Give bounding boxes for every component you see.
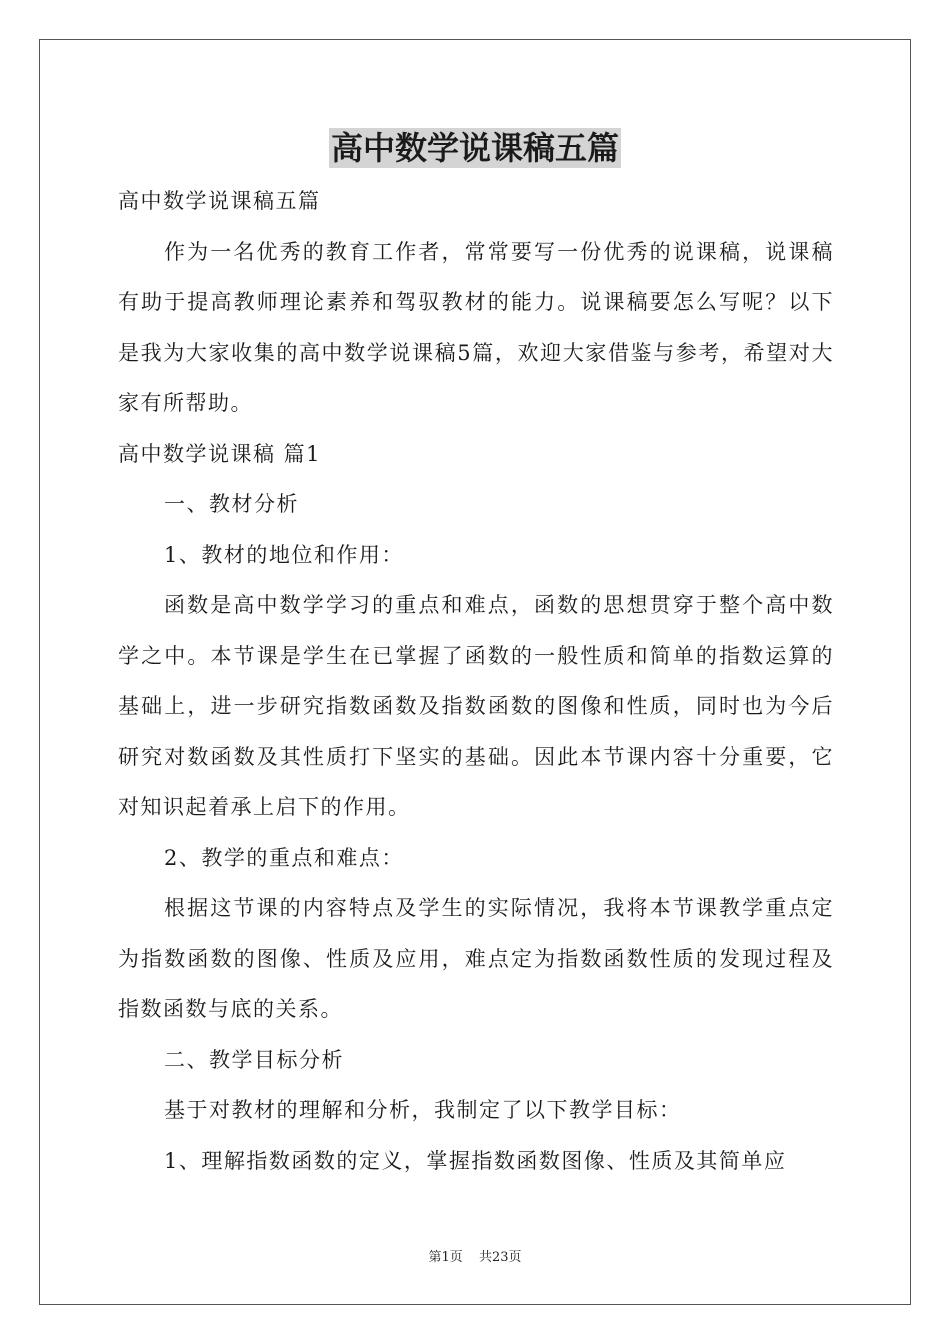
document-title-wrapper (0, 128, 950, 168)
paragraph: 函数是高中数学学习的重点和难点，函数的思想贯穿于整个高中数学之中。本节课是学生在已掌握了函数的一般性质和简单的指数运算的基础上，进一步研究指数函数及指数函数的图像和性质，同时也为今后研究对数函数及其性质打下坚实的基础。因此本节课内容十分重要，它对知识起着承上启下的作用。 (118, 593, 834, 819)
paragraph: 2、教学的重点和难点： (164, 845, 404, 870)
document-title: 高中数学说课稿五篇 (330, 129, 619, 167)
paragraph: 基于对教材的理解和分析，我制定了以下教学目标： (164, 1098, 682, 1122)
page-number-current: 第1页 (428, 1250, 463, 1265)
paragraph: 高中数学说课稿五篇 (118, 189, 321, 213)
paragraph: 一、教材分析 (164, 492, 299, 516)
page-number-total: 共23页 (478, 1250, 522, 1265)
paragraph: 1、教材的地位和作用： (164, 542, 404, 567)
section-heading: 高中数学说课稿 篇1 (118, 441, 322, 466)
document-body (118, 176, 834, 1186)
paragraph: 根据这节课的内容特点及学生的实际情况，我将本节课教学重点定为指数函数的图像、性质及应用，难点定为指数函数性质的发现过程及指数函数与底的关系。 (118, 896, 834, 1021)
paragraph: 作为一名优秀的教育工作者，常常要写一份优秀的说课稿，说课稿有助于提高教师理论素养和驾驭教材的能力。说课稿要怎么写呢？以下是我为大家收集的高中数学说课稿5篇，欢迎大家借鉴与参考，希望对大家有所帮助。 (118, 239, 834, 415)
page-footer (0, 1249, 950, 1267)
paragraph: 二、教学目标分析 (164, 1047, 344, 1072)
paragraph: 1、理解指数函数的定义，掌握指数函数图像、性质及其简单应 (164, 1148, 787, 1173)
